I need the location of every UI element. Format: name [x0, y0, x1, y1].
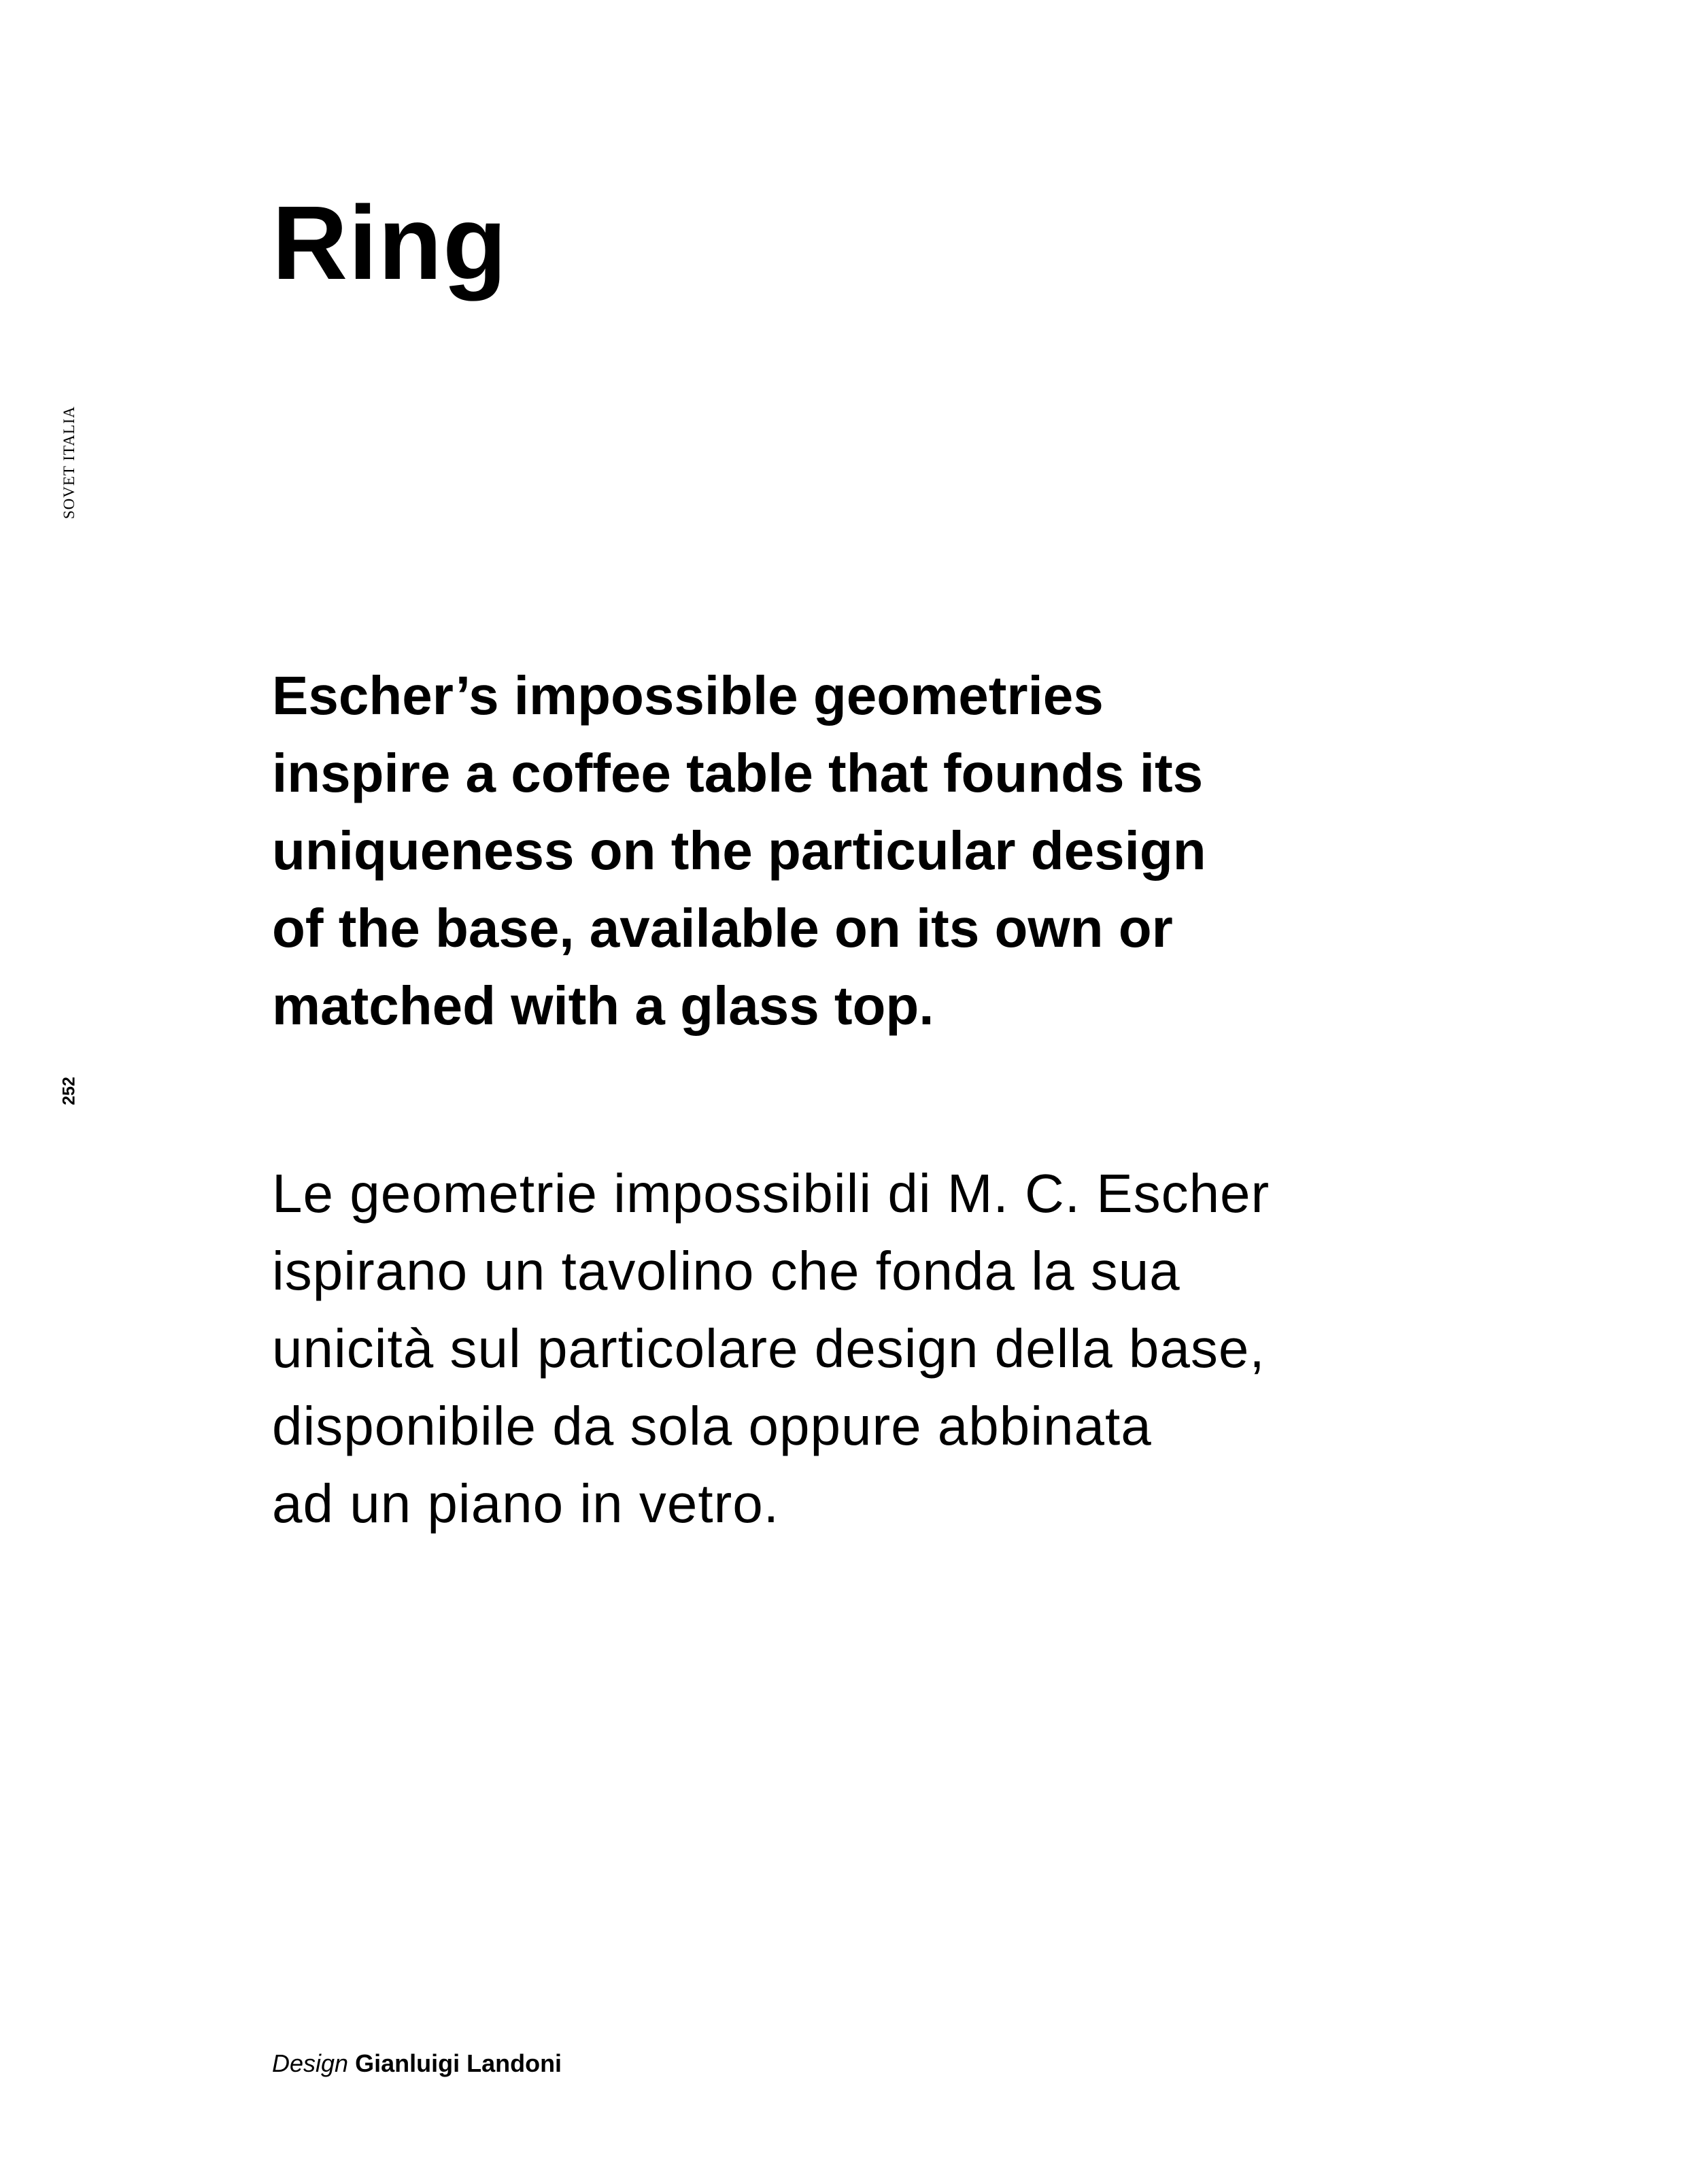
product-title: Ring — [272, 184, 508, 301]
brand-side-label: SOVET ITALIA — [61, 405, 78, 520]
credit-label: Design — [272, 2049, 349, 2077]
intro-english: Escher’s impossible geometries inspire a coffee table that founds its uniqueness on the particular design of the base, available on its own or matched with a glass top. — [272, 665, 1206, 1036]
intro-italian: Le geometrie impossibili di M. C. Escher ispirano un tavolino che fonda la sua unicità sul particolare design della base, disponibile da sola oppure abbinata ad un piano in vetro. — [272, 1163, 1270, 1534]
designer-name: Gianluigi Landoni — [355, 2049, 562, 2077]
design-credit — [272, 2049, 562, 2079]
page-number: 252 — [59, 1077, 79, 1105]
